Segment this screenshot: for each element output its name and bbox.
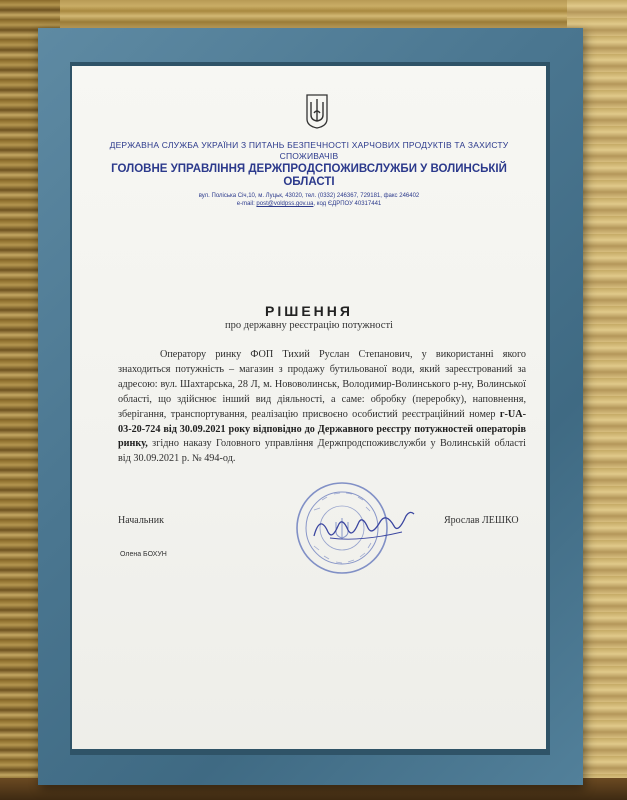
office-address: вул. Полiська Сiч,10, м. Луцьк, 43020, тел. (0332) 246367, 729181, факс 246402	[198, 193, 420, 199]
trident-emblem-icon	[305, 93, 329, 129]
registration-number: г-UA-03-20-724 від 30.09.2021 року відповідно до Державного реєстру потужностей операторів ринку,	[118, 408, 526, 450]
edrpou-code: , код ЄДРПОУ 40317441	[313, 201, 382, 207]
decision-text	[118, 348, 526, 467]
document-subtitle: про державну реєстрацію потужності	[225, 320, 393, 331]
executor-name: Олена БОХУН	[120, 551, 167, 558]
signatory-name: Ярослав ЛЕШКО	[444, 515, 519, 526]
decision-text-part2: згідно наказу Головного управління Держпродспоживслужби у Волинській області від 30.09.2021 р. № 494-од.	[118, 438, 526, 465]
signatory-role: Начальник	[118, 515, 164, 526]
decision-text-part1: Оператору ринку ФОП Тихий Руслан Степанович, у використанні якого знаходиться потужність – магазин з продажу бутильованої води, який зареєстрований за адресою: вул. Шахтарська, 28 Л, м. Нововолинськ, Володимир-Волинського р-ну, Волинської області, що здійснює інший вид діяльності, а саме: обробку (переробку), наповнення, зберігання, транспортування, реалізацію присвоєно особистий реєстраційний номер	[118, 349, 526, 420]
agency-name: ДЕРЖАВНА СЛУЖБА УКРАЇНИ З ПИТАНЬ БЕЗПЕЧНОСТІ ХАРЧОВИХ ПРОДУКТІВ ТА ЗАХИСТУ СПОЖИВАЧІВ	[109, 140, 509, 161]
document-title: РІШЕННЯ	[265, 303, 353, 319]
handwritten-signature	[310, 506, 420, 546]
office-name: ГОЛОВНЕ УПРАВЛІННЯ ДЕРЖПРОДСПОЖИВСЛУЖБИ У ВОЛИНСЬКІЙ ОБЛАСТІ	[111, 163, 507, 188]
email-prefix: e-mail:	[236, 201, 257, 207]
email-link[interactable]: post@voldpss.gov.ua	[256, 201, 314, 207]
certificate-paper	[72, 66, 546, 749]
office-contacts	[92, 200, 526, 208]
